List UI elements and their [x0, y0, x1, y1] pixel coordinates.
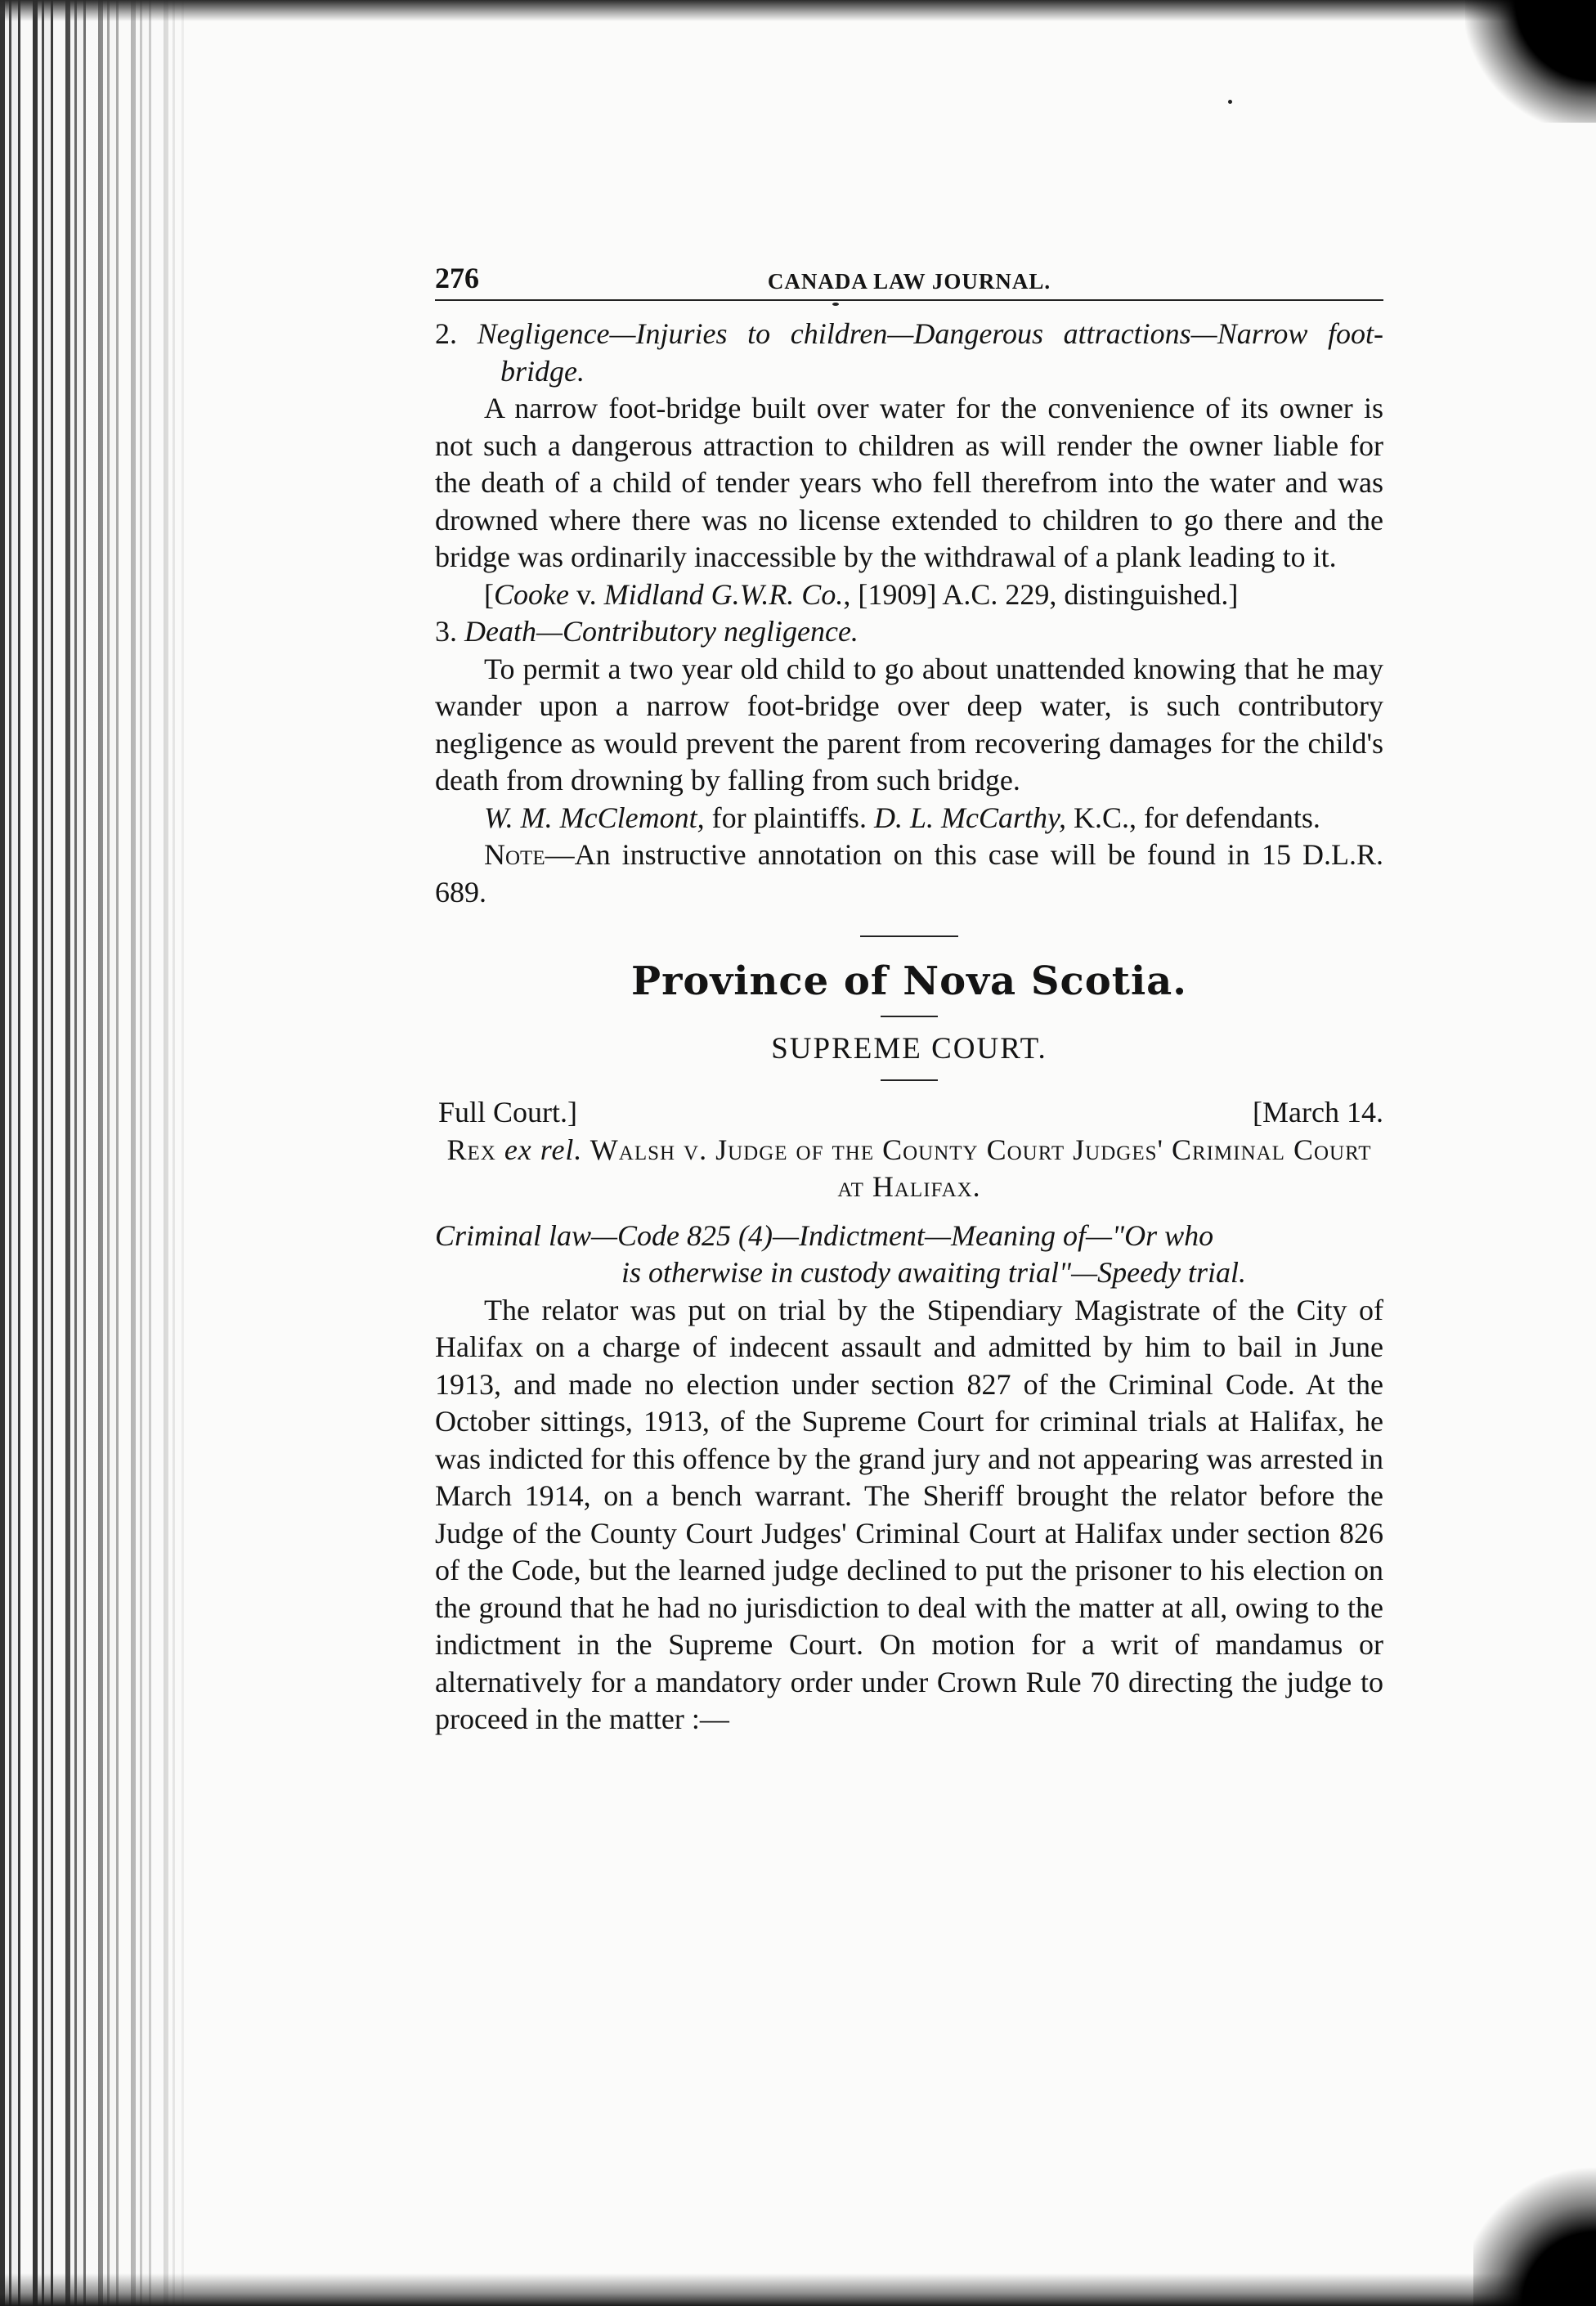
case-rex: Rex [446, 1133, 504, 1166]
section-2-heading [435, 316, 1383, 390]
section-3-heading [435, 613, 1383, 651]
case-headnote [435, 1218, 1383, 1292]
court-dateline [435, 1094, 1383, 1132]
court-date: [March 14. [1253, 1095, 1383, 1128]
headnote-line-1: Criminal law—Code 825 (4)—Indictment—Meaning of—"Or who [435, 1218, 1214, 1252]
court-name: SUPREME COURT. [771, 1032, 1047, 1066]
court-divider [881, 1079, 938, 1081]
case-ex-rel: ex rel. [504, 1133, 583, 1166]
note-label: Note [484, 838, 545, 871]
section-divider [860, 935, 958, 937]
scan-edge-fade [57, 0, 196, 2306]
case-parties: Walsh v. Judge of the County Court Judges' Criminal Court at Halifax. [582, 1133, 1372, 1203]
note-paragraph [435, 837, 1383, 911]
document-page [435, 260, 1383, 1738]
journal-title: CANADA LAW JOURNAL. [767, 269, 1051, 294]
case-title [435, 1132, 1383, 1206]
scan-speck [1228, 100, 1232, 104]
title-divider [881, 1016, 938, 1017]
section-2-heading-text: Negligence—Injuries to children—Dangerous attractions—Narrow foot-bridge. [477, 317, 1383, 388]
section-3-heading-text: Death—Contributory negligence. [464, 615, 859, 648]
note-text: —An instructive annotation on this case will be found in 15 D.L.R. 689. [435, 838, 1383, 908]
section-2-citation [435, 576, 1383, 614]
scan-top-right-corner [1465, 0, 1596, 123]
court-bench: Full Court.] [438, 1095, 578, 1128]
section-3-body: To permit a two year old child to go about unattended knowing that he may wander upon a narrow foot-bridge over deep water, is such contributory negligence as would prevent the parent from recovering damages for the child's death from drowning by falling from such bridge. [435, 652, 1383, 796]
scan-top-edge [0, 0, 1596, 21]
case-body: The relator was put on trial by the Stipendiary Magistrate of the City of Halifax on a charge of indecent assault and admitted by him to bail in June 1913, and made no election under section 827 of the Criminal Code. At the October sittings, 1913, of the Supreme Court for criminal trials at Halifax, he was indicted for this offence by the grand jury and not appearing was arrested in March 1914, on a bench warrant. The Sheriff brought the relator before the Judge of the County Court Judges' Criminal Court at Halifax under section 826 of the Code, but the learned judge declined to put the prisoner to his election on the ground that he had no jurisdiction to deal with the matter at all, owing to the indictment in the Supreme Court. On motion for a writ of mandamus or alternatively for a mandatory order under Crown Rule 70 directing the judge to proceed in the matter :— [435, 1293, 1383, 1735]
cite-reference: , [1909] A.C. 229, distinguished.] [843, 577, 1239, 611]
section-2-body: A narrow foot-bridge built over water for the convenience of its owner is not such a dangerous attraction to children as will render the owner liable for the death of a child of tender years who fell therefrom into the water and was drowned where there was no license extended to children to go there and the bridge was ordinarily inaccessible by the withdrawal of a plank leading to it. [435, 392, 1383, 573]
counsel-line [435, 800, 1383, 837]
counsel-plaintiff: W. M. McClemont, [484, 801, 705, 834]
cite-party-name: Midland G.W.R. Co. [603, 577, 844, 611]
province-title: Province of Nova Scotia. [631, 958, 1187, 1004]
cite-case-name: Cooke [494, 577, 569, 611]
scan-bottom-edge [0, 2273, 1596, 2306]
scan-bottom-right-corner [1473, 2167, 1596, 2306]
section-3-number: 3. [435, 615, 457, 648]
page-number: 276 [435, 262, 479, 294]
running-head [435, 260, 1383, 301]
headnote-line-2: is otherwise in custody awaiting trial"—Speedy trial. [621, 1256, 1247, 1289]
cite-versus: v. [568, 577, 604, 611]
counsel-defendant-role: K.C., for defendants. [1065, 801, 1320, 834]
cite-open-bracket: [ [484, 577, 494, 611]
section-2-number: 2. [435, 317, 457, 350]
counsel-defendant: D. L. McCarthy, [873, 801, 1066, 834]
counsel-plaintiff-role: for plaintiffs. [704, 801, 874, 834]
